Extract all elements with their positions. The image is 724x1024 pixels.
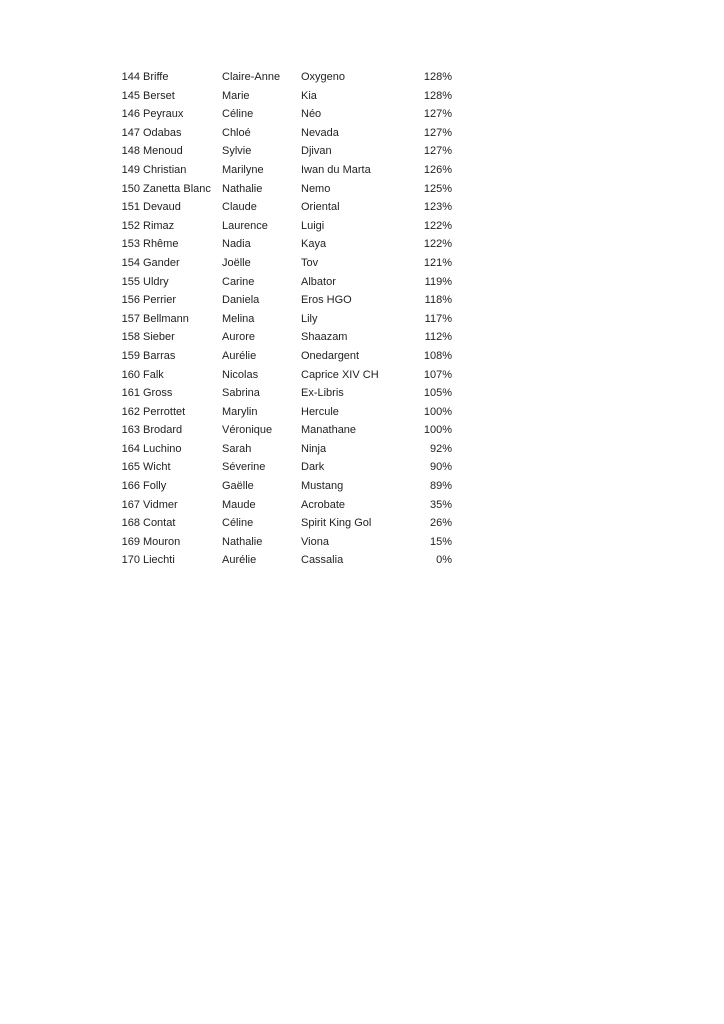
cell-rank: 168 bbox=[121, 517, 140, 530]
cell-percent: 122% bbox=[423, 238, 452, 251]
cell-first-name: Céline bbox=[222, 108, 254, 121]
cell-rank: 170 bbox=[121, 554, 140, 567]
cell-horse: Eros HGO bbox=[301, 294, 352, 307]
table-row bbox=[114, 198, 452, 217]
cell-horse: Oriental bbox=[301, 201, 340, 214]
cell-rank: 164 bbox=[121, 442, 140, 455]
cell-percent: 123% bbox=[423, 201, 452, 214]
cell-last-name: Odabas bbox=[143, 126, 182, 139]
cell-last-name: Wicht bbox=[143, 461, 171, 474]
table-row bbox=[114, 217, 452, 236]
cell-horse: Ex-Libris bbox=[301, 387, 344, 400]
cell-last-name: Luchino bbox=[143, 442, 182, 455]
cell-horse: Ninja bbox=[301, 442, 327, 455]
cell-percent: 125% bbox=[423, 182, 452, 195]
cell-last-name: Uldry bbox=[143, 275, 169, 288]
cell-rank: 147 bbox=[121, 126, 140, 139]
cell-percent: 92% bbox=[429, 442, 452, 455]
table-row bbox=[114, 328, 452, 347]
table-row bbox=[114, 142, 452, 161]
cell-horse: Caprice XIV CH bbox=[301, 368, 379, 381]
cell-rank: 159 bbox=[121, 349, 140, 362]
cell-horse: Lily bbox=[301, 312, 318, 325]
cell-first-name: Sabrina bbox=[222, 387, 260, 400]
cell-first-name: Céline bbox=[222, 517, 254, 530]
cell-first-name: Séverine bbox=[222, 461, 266, 474]
cell-percent: 100% bbox=[423, 424, 452, 437]
cell-first-name: Maude bbox=[222, 498, 256, 511]
cell-last-name: Falk bbox=[143, 368, 164, 381]
cell-horse: Hercule bbox=[301, 405, 339, 418]
cell-percent: 100% bbox=[423, 405, 452, 418]
cell-horse: Iwan du Marta bbox=[301, 163, 371, 176]
cell-first-name: Melina bbox=[222, 312, 255, 325]
cell-last-name: Berset bbox=[143, 89, 175, 102]
cell-horse: Mustang bbox=[301, 480, 344, 493]
cell-rank: 165 bbox=[121, 461, 140, 474]
table-row bbox=[114, 87, 452, 106]
cell-horse: Shaazam bbox=[301, 331, 348, 344]
cell-first-name: Nathalie bbox=[222, 535, 263, 548]
cell-first-name: Sarah bbox=[222, 442, 252, 455]
cell-percent: 107% bbox=[423, 368, 452, 381]
cell-rank: 154 bbox=[121, 256, 140, 269]
cell-first-name: Marylin bbox=[222, 405, 258, 418]
cell-last-name: Perrottet bbox=[143, 405, 186, 418]
table-row bbox=[114, 347, 452, 366]
cell-first-name: Claude bbox=[222, 201, 257, 214]
cell-last-name: Vidmer bbox=[143, 498, 178, 511]
table-row bbox=[114, 496, 452, 515]
cell-rank: 162 bbox=[121, 405, 140, 418]
table-row bbox=[114, 291, 452, 310]
cell-horse: Viona bbox=[301, 535, 329, 548]
cell-rank: 144 bbox=[121, 71, 140, 83]
cell-first-name: Véronique bbox=[222, 424, 273, 437]
cell-horse: Manathane bbox=[301, 424, 357, 437]
cell-last-name: Mouron bbox=[143, 535, 181, 548]
cell-first-name: Chloé bbox=[222, 126, 251, 139]
cell-rank: 166 bbox=[121, 480, 140, 493]
cell-horse: Dark bbox=[301, 461, 325, 474]
cell-rank: 150 bbox=[121, 182, 140, 195]
cell-rank: 169 bbox=[121, 535, 140, 548]
cell-percent: 108% bbox=[423, 349, 452, 362]
cell-percent: 15% bbox=[429, 535, 452, 548]
results-table bbox=[114, 68, 452, 570]
cell-percent: 119% bbox=[424, 275, 452, 288]
cell-horse: Albator bbox=[301, 275, 336, 288]
table-row bbox=[114, 384, 452, 403]
cell-rank: 158 bbox=[121, 331, 140, 344]
cell-horse: Nevada bbox=[301, 126, 339, 139]
cell-percent: 126% bbox=[423, 163, 452, 176]
cell-percent: 105% bbox=[423, 387, 452, 400]
cell-last-name: Brodard bbox=[143, 424, 183, 437]
table-row bbox=[114, 477, 452, 496]
table-row bbox=[114, 458, 452, 477]
cell-last-name: Liechti bbox=[143, 554, 175, 567]
cell-last-name: Perrier bbox=[143, 294, 177, 307]
cell-percent: 122% bbox=[423, 219, 452, 232]
cell-last-name: Gander bbox=[143, 256, 180, 269]
cell-rank: 161 bbox=[121, 387, 140, 400]
cell-rank: 155 bbox=[121, 275, 140, 288]
cell-rank: 145 bbox=[121, 89, 140, 102]
cell-first-name: Gaëlle bbox=[222, 480, 254, 493]
cell-percent: 127% bbox=[423, 126, 452, 139]
cell-rank: 149 bbox=[121, 163, 140, 176]
cell-rank: 153 bbox=[121, 238, 140, 251]
cell-percent: 35% bbox=[429, 498, 452, 511]
cell-last-name: Briffe bbox=[143, 71, 169, 83]
cell-percent: 89% bbox=[429, 480, 452, 493]
cell-last-name: Rhême bbox=[143, 238, 179, 251]
cell-rank: 152 bbox=[121, 219, 140, 232]
table-row bbox=[114, 124, 452, 143]
cell-horse: Kia bbox=[301, 89, 317, 102]
cell-horse: Tov bbox=[301, 256, 319, 269]
cell-last-name: Zanetta Blanc bbox=[143, 182, 211, 195]
cell-first-name: Nadia bbox=[222, 238, 251, 251]
table-row bbox=[114, 68, 452, 87]
cell-rank: 146 bbox=[121, 108, 140, 121]
cell-percent: 112% bbox=[424, 331, 452, 344]
cell-first-name: Aurélie bbox=[222, 554, 257, 567]
cell-percent: 26% bbox=[429, 517, 452, 530]
cell-percent: 128% bbox=[423, 89, 452, 102]
cell-percent: 128% bbox=[423, 71, 452, 83]
table-row bbox=[114, 551, 452, 570]
cell-last-name: Bellmann bbox=[143, 312, 189, 325]
table-row bbox=[114, 440, 452, 459]
cell-last-name: Gross bbox=[143, 387, 173, 400]
cell-horse: Djivan bbox=[301, 145, 332, 158]
table-row bbox=[114, 254, 452, 273]
cell-last-name: Devaud bbox=[143, 201, 181, 214]
cell-last-name: Contat bbox=[143, 517, 176, 530]
cell-percent: 0% bbox=[436, 554, 452, 567]
cell-first-name: Aurore bbox=[222, 331, 256, 344]
cell-percent: 90% bbox=[429, 461, 452, 474]
table-row bbox=[114, 235, 452, 254]
table-row bbox=[114, 403, 452, 422]
cell-rank: 156 bbox=[121, 294, 140, 307]
table-row bbox=[114, 105, 452, 124]
table-row bbox=[114, 533, 452, 552]
cell-last-name: Peyraux bbox=[143, 108, 184, 121]
cell-horse: Nemo bbox=[301, 182, 331, 195]
cell-rank: 167 bbox=[121, 498, 140, 511]
cell-last-name: Sieber bbox=[143, 331, 175, 344]
cell-first-name: Carine bbox=[222, 275, 255, 288]
table-row bbox=[114, 310, 452, 329]
cell-rank: 148 bbox=[121, 145, 140, 158]
table-row bbox=[114, 366, 452, 385]
cell-horse: Luigi bbox=[301, 219, 325, 232]
table-row bbox=[114, 421, 452, 440]
cell-percent: 117% bbox=[424, 312, 452, 325]
cell-last-name: Menoud bbox=[143, 145, 183, 158]
cell-last-name: Rimaz bbox=[143, 219, 175, 232]
cell-percent: 127% bbox=[423, 145, 452, 158]
cell-rank: 163 bbox=[121, 424, 140, 437]
cell-last-name: Barras bbox=[143, 349, 176, 362]
cell-first-name: Laurence bbox=[222, 219, 268, 232]
cell-horse: Onedargent bbox=[301, 349, 360, 362]
cell-first-name: Aurélie bbox=[222, 349, 257, 362]
cell-last-name: Folly bbox=[143, 480, 167, 493]
table-row bbox=[114, 180, 452, 199]
cell-rank: 157 bbox=[121, 312, 140, 325]
cell-percent: 118% bbox=[424, 294, 452, 307]
cell-last-name: Christian bbox=[143, 163, 187, 176]
cell-first-name: Sylvie bbox=[222, 145, 252, 158]
table-row bbox=[114, 273, 452, 292]
cell-first-name: Marilyne bbox=[222, 163, 264, 176]
table-row bbox=[114, 161, 452, 180]
cell-first-name: Marie bbox=[222, 89, 250, 102]
cell-percent: 121% bbox=[423, 256, 452, 269]
cell-horse: Acrobate bbox=[301, 498, 346, 511]
cell-percent: 127% bbox=[423, 108, 452, 121]
cell-horse: Oxygeno bbox=[301, 71, 346, 83]
cell-horse: Néo bbox=[301, 108, 322, 121]
cell-first-name: Nicolas bbox=[222, 368, 259, 381]
cell-horse: Kaya bbox=[301, 238, 327, 251]
cell-first-name: Claire-Anne bbox=[222, 71, 281, 83]
cell-first-name: Nathalie bbox=[222, 182, 263, 195]
cell-first-name: Joëlle bbox=[222, 256, 251, 269]
cell-first-name: Daniela bbox=[222, 294, 260, 307]
cell-rank: 160 bbox=[121, 368, 140, 381]
cell-horse: Spirit King Gol bbox=[301, 517, 372, 530]
cell-horse: Cassalia bbox=[301, 554, 344, 567]
cell-rank: 151 bbox=[121, 201, 140, 214]
table-row bbox=[114, 514, 452, 533]
